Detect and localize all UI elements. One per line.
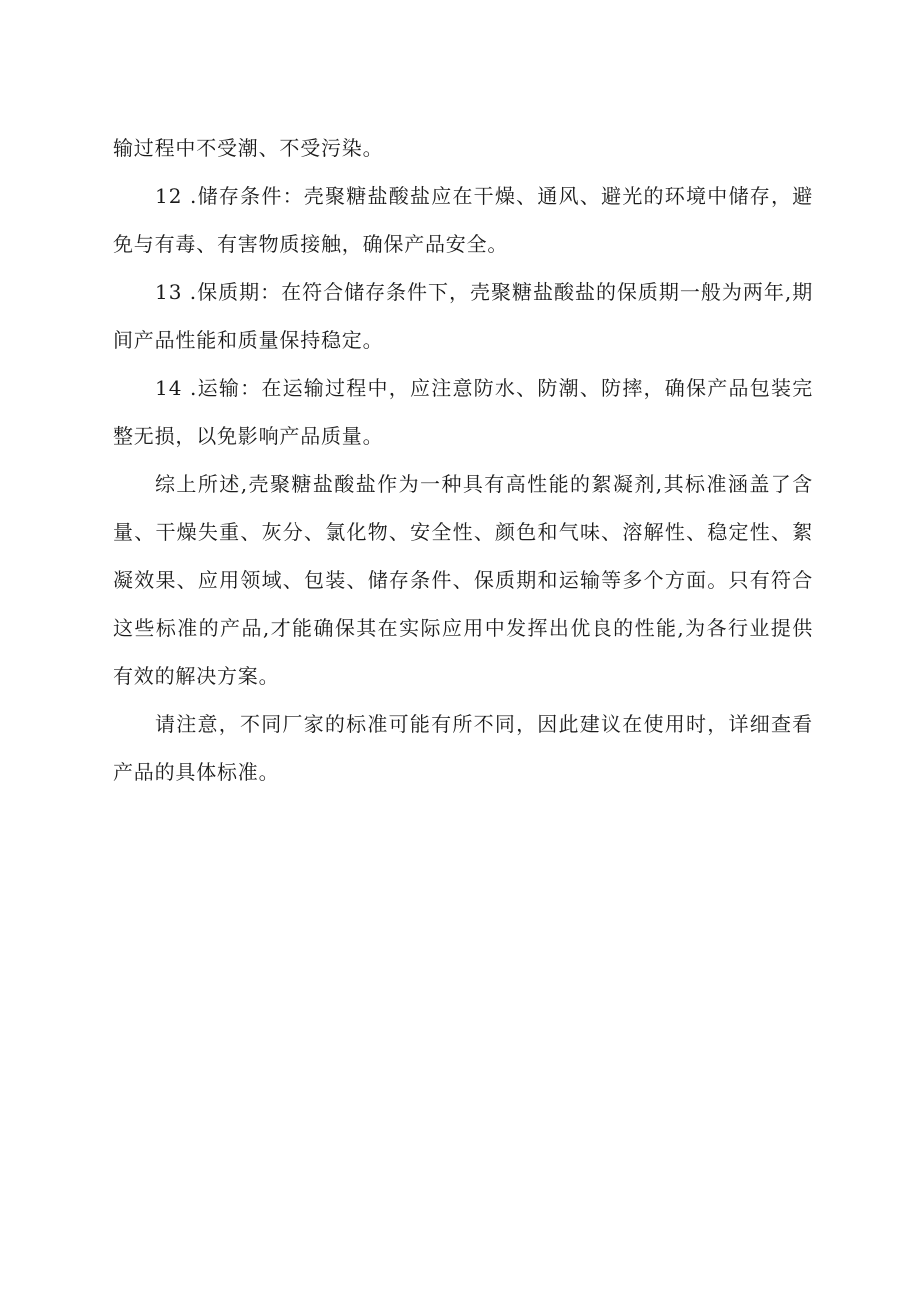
paragraph-item-13 bbox=[113, 268, 813, 364]
item-number: 14 bbox=[155, 376, 183, 400]
paragraph-note bbox=[113, 700, 813, 796]
document-body bbox=[113, 124, 813, 796]
paragraph-summary bbox=[113, 460, 813, 700]
paragraph-text: 综上所述,壳聚糖盐酸盐作为一种具有高性能的絮凝剂,其标准涵盖了含量、干燥失重、灰分、氯化物、安全性、颜色和气味、溶解性、稳定性、絮凝效果、应用领域、包装、储存条件、保质期和运输等多个方面。只有符合这些标准的产品,才能确保其在实际应用中发挥出优良的性能,为各行业提供有效的解决方案。 bbox=[113, 472, 813, 688]
item-number: 12 bbox=[155, 184, 183, 208]
paragraph-item-12 bbox=[113, 172, 813, 268]
item-number: 13 bbox=[155, 280, 183, 304]
paragraph-text: 输过程中不受潮、不受污染。 bbox=[113, 136, 384, 160]
paragraph-text: .运输：在运输过程中，应注意防水、防潮、防摔，确保产品包装完整无损，以免影响产品质量。 bbox=[113, 376, 813, 448]
paragraph-continuation bbox=[113, 124, 813, 172]
paragraph-text: .储存条件：壳聚糖盐酸盐应在干燥、通风、避光的环境中储存，避免与有毒、有害物质接触，确保产品安全。 bbox=[113, 184, 813, 256]
paragraph-text: .保质期：在符合储存条件下，壳聚糖盐酸盐的保质期一般为两年,期间产品性能和质量保持稳定。 bbox=[113, 280, 813, 352]
paragraph-text: 请注意，不同厂家的标准可能有所不同，因此建议在使用时，详细查看产品的具体标准。 bbox=[113, 712, 813, 784]
paragraph-item-14 bbox=[113, 364, 813, 460]
